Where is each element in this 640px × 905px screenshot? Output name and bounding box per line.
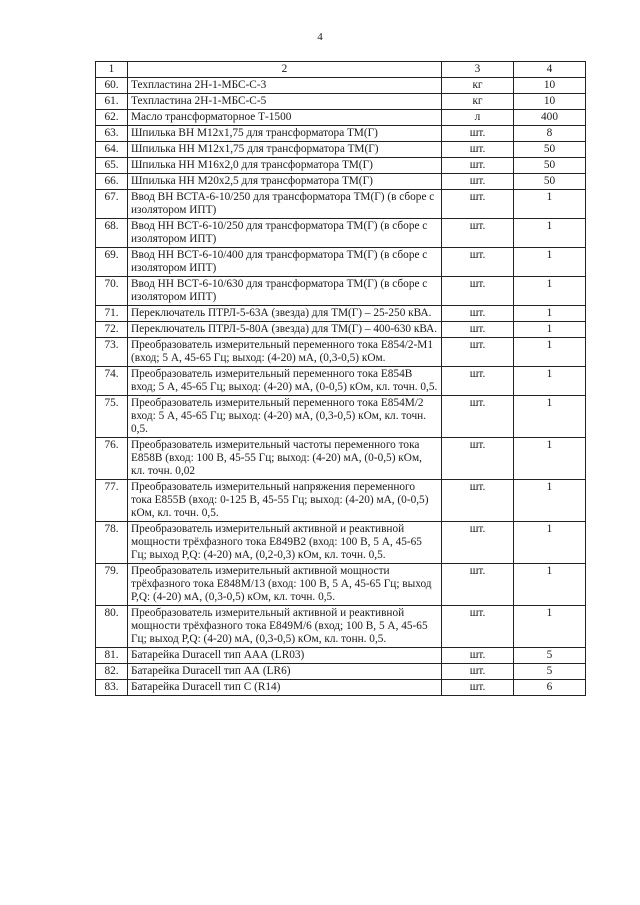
item-quantity-cell: 1 <box>514 248 586 277</box>
table-row <box>96 480 586 522</box>
item-unit-cell: л <box>442 110 514 126</box>
item-name-cell: Ввод ВН ВСТА-6-10/250 для трансформатора ТМ(Г) (в сборе с изолятором ИПТ) <box>128 190 442 219</box>
item-number-cell: 72. <box>96 322 128 338</box>
column-header-quantity: 4 <box>514 62 586 78</box>
table-row <box>96 322 586 338</box>
item-quantity-cell: 1 <box>514 219 586 248</box>
item-quantity-cell: 1 <box>514 564 586 606</box>
column-header-number: 1 <box>96 62 128 78</box>
item-name-cell: Преобразователь измерительный активной мощности трёхфазного тока Е848М/13 (вход: 100 В, 5 А, 45-65 Гц; выход P,Q: (4-20) мА, (0,3-0,5) кОм, кл. точн. 0,5. <box>128 564 442 606</box>
item-quantity-cell: 10 <box>514 78 586 94</box>
item-number-cell: 66. <box>96 174 128 190</box>
page-number: 4 <box>317 31 323 43</box>
item-number-cell: 73. <box>96 338 128 367</box>
item-quantity-cell: 1 <box>514 480 586 522</box>
item-name-cell: Ввод НН ВСТ-6-10/250 для трансформатора ТМ(Г) (в сборе с изолятором ИПТ) <box>128 219 442 248</box>
table-row <box>96 564 586 606</box>
item-number-cell: 82. <box>96 664 128 680</box>
table-row <box>96 680 586 696</box>
item-name-cell: Преобразователь измерительный частоты переменного тока Е858В (вход: 100 В, 45-55 Гц; выход: (4-20) мА, (0-0,5) кОм, кл. точн. 0,02 <box>128 438 442 480</box>
table-row <box>96 110 586 126</box>
item-unit-cell: шт. <box>442 277 514 306</box>
item-quantity-cell: 6 <box>514 680 586 696</box>
item-quantity-cell: 8 <box>514 126 586 142</box>
table-row <box>96 664 586 680</box>
item-unit-cell: шт. <box>442 564 514 606</box>
item-quantity-cell: 1 <box>514 438 586 480</box>
item-quantity-cell: 1 <box>514 522 586 564</box>
item-number-cell: 76. <box>96 438 128 480</box>
table-row <box>96 277 586 306</box>
item-quantity-cell: 50 <box>514 174 586 190</box>
item-number-cell: 79. <box>96 564 128 606</box>
item-name-cell: Шпилька НН М12х1,75 для трансформатора ТМ(Г) <box>128 142 442 158</box>
item-name-cell: Ввод НН ВСТ-6-10/630 для трансформатора ТМ(Г) (в сборе с изолятором ИПТ) <box>128 277 442 306</box>
item-number-cell: 69. <box>96 248 128 277</box>
item-quantity-cell: 1 <box>514 277 586 306</box>
item-name-cell: Преобразователь измерительный активной и реактивной мощности трёхфазного тока Е849В2 (вход: 100 В, 5 А, 45-65 Гц; выход P,Q: (4-20) мА, (0,2-0,3) кОм, кл. точн. 0,5. <box>128 522 442 564</box>
item-name-cell: Преобразователь измерительный активной и реактивной мощности трёхфазного тока Е849М/6 (вход; 100 В, 5 А, 45-65 Гц; выход P,Q: (4-20) мА, (0,3-0,5) кОм, кл. тонн. 0,5. <box>128 606 442 648</box>
item-number-cell: 63. <box>96 126 128 142</box>
item-unit-cell: шт. <box>442 338 514 367</box>
item-name-cell: Техпластина 2Н-1-МБС-С-3 <box>128 78 442 94</box>
item-unit-cell: шт. <box>442 480 514 522</box>
item-unit-cell: шт. <box>442 142 514 158</box>
item-unit-cell: шт. <box>442 306 514 322</box>
table-row <box>96 126 586 142</box>
item-unit-cell: шт. <box>442 680 514 696</box>
item-quantity-cell: 1 <box>514 190 586 219</box>
item-number-cell: 74. <box>96 367 128 396</box>
item-quantity-cell: 5 <box>514 664 586 680</box>
item-number-cell: 70. <box>96 277 128 306</box>
item-name-cell: Шпилька НН М20х2,5 для трансформатора ТМ(Г) <box>128 174 442 190</box>
item-unit-cell: шт. <box>442 322 514 338</box>
item-quantity-cell: 1 <box>514 338 586 367</box>
item-unit-cell: шт. <box>442 248 514 277</box>
item-unit-cell: шт. <box>442 367 514 396</box>
table-row <box>96 306 586 322</box>
item-number-cell: 62. <box>96 110 128 126</box>
item-name-cell: Преобразователь измерительный переменного тока Е854М/2 вход: 5 А, 45-65 Гц; выход: (4-20) мА, (0,3-0,5) кОм, кл. точн. 0,5. <box>128 396 442 438</box>
item-quantity-cell: 1 <box>514 322 586 338</box>
item-unit-cell: шт. <box>442 396 514 438</box>
table-row <box>96 248 586 277</box>
specification-table <box>95 61 586 696</box>
item-unit-cell: шт. <box>442 606 514 648</box>
item-name-cell: Батарейка Duracell тип ААА (LR03) <box>128 648 442 664</box>
item-name-cell: Преобразователь измерительный напряжения переменного тока Е855В (вход: 0-125 В, 45-55 Гц; выход: (4-20) мА, (0-0,5) кОм, кл. точн. 0,5. <box>128 480 442 522</box>
item-name-cell: Батарейка Duracell тип АА (LR6) <box>128 664 442 680</box>
item-name-cell: Батарейка Duracell тип С (R14) <box>128 680 442 696</box>
item-unit-cell: шт. <box>442 190 514 219</box>
table-row <box>96 438 586 480</box>
item-name-cell: Переключатель ПТРЛ-5-63А (звезда) для ТМ(Г) – 25-250 кВА. <box>128 306 442 322</box>
item-name-cell: Масло трансформаторное Т-1500 <box>128 110 442 126</box>
table-row <box>96 158 586 174</box>
item-unit-cell: шт. <box>442 219 514 248</box>
item-number-cell: 75. <box>96 396 128 438</box>
item-number-cell: 77. <box>96 480 128 522</box>
table-row <box>96 606 586 648</box>
table-row <box>96 367 586 396</box>
table-row <box>96 78 586 94</box>
item-quantity-cell: 50 <box>514 142 586 158</box>
table-row <box>96 219 586 248</box>
item-quantity-cell: 50 <box>514 158 586 174</box>
item-number-cell: 60. <box>96 78 128 94</box>
item-unit-cell: кг <box>442 94 514 110</box>
table-row <box>96 338 586 367</box>
item-number-cell: 64. <box>96 142 128 158</box>
item-quantity-cell: 5 <box>514 648 586 664</box>
item-number-cell: 83. <box>96 680 128 696</box>
table-row <box>96 190 586 219</box>
item-unit-cell: кг <box>442 78 514 94</box>
table-row <box>96 142 586 158</box>
item-name-cell: Техпластина 2Н-1-МБС-С-5 <box>128 94 442 110</box>
item-name-cell: Ввод НН ВСТ-6-10/400 для трансформатора ТМ(Г) (в сборе с изолятором ИПТ) <box>128 248 442 277</box>
item-name-cell: Переключатель ПТРЛ-5-80А (звезда) для ТМ(Г) – 400-630 кВА. <box>128 322 442 338</box>
item-unit-cell: шт. <box>442 438 514 480</box>
table-row <box>96 174 586 190</box>
item-name-cell: Преобразователь измерительный переменного тока Е854/2-М1 (вход; 5 А, 45-65 Гц; выход: (4-20) мА, (0,3-0,5) кОм. <box>128 338 442 367</box>
table-header-row <box>96 62 586 78</box>
specification-table-body <box>96 62 586 696</box>
item-number-cell: 80. <box>96 606 128 648</box>
item-number-cell: 61. <box>96 94 128 110</box>
item-number-cell: 67. <box>96 190 128 219</box>
item-number-cell: 65. <box>96 158 128 174</box>
item-name-cell: Шпилька ВН М12х1,75 для трансформатора ТМ(Г) <box>128 126 442 142</box>
item-unit-cell: шт. <box>442 648 514 664</box>
item-number-cell: 78. <box>96 522 128 564</box>
item-quantity-cell: 400 <box>514 110 586 126</box>
item-quantity-cell: 1 <box>514 306 586 322</box>
column-header-unit: 3 <box>442 62 514 78</box>
item-unit-cell: шт. <box>442 126 514 142</box>
item-quantity-cell: 1 <box>514 606 586 648</box>
table-row <box>96 94 586 110</box>
column-header-name: 2 <box>128 62 442 78</box>
item-quantity-cell: 1 <box>514 396 586 438</box>
item-quantity-cell: 1 <box>514 367 586 396</box>
table-row <box>96 396 586 438</box>
item-unit-cell: шт. <box>442 174 514 190</box>
item-unit-cell: шт. <box>442 664 514 680</box>
table-row <box>96 522 586 564</box>
item-number-cell: 68. <box>96 219 128 248</box>
table-row <box>96 648 586 664</box>
item-number-cell: 81. <box>96 648 128 664</box>
item-unit-cell: шт. <box>442 522 514 564</box>
item-name-cell: Шпилька НН М16х2,0 для трансформатора ТМ(Г) <box>128 158 442 174</box>
item-number-cell: 71. <box>96 306 128 322</box>
item-unit-cell: шт. <box>442 158 514 174</box>
item-name-cell: Преобразователь измерительный переменного тока Е854В вход; 5 А, 45-65 Гц; выход: (4-20) мА, (0-0,5) кОм, кл. точн. 0,5. <box>128 367 442 396</box>
item-quantity-cell: 10 <box>514 94 586 110</box>
